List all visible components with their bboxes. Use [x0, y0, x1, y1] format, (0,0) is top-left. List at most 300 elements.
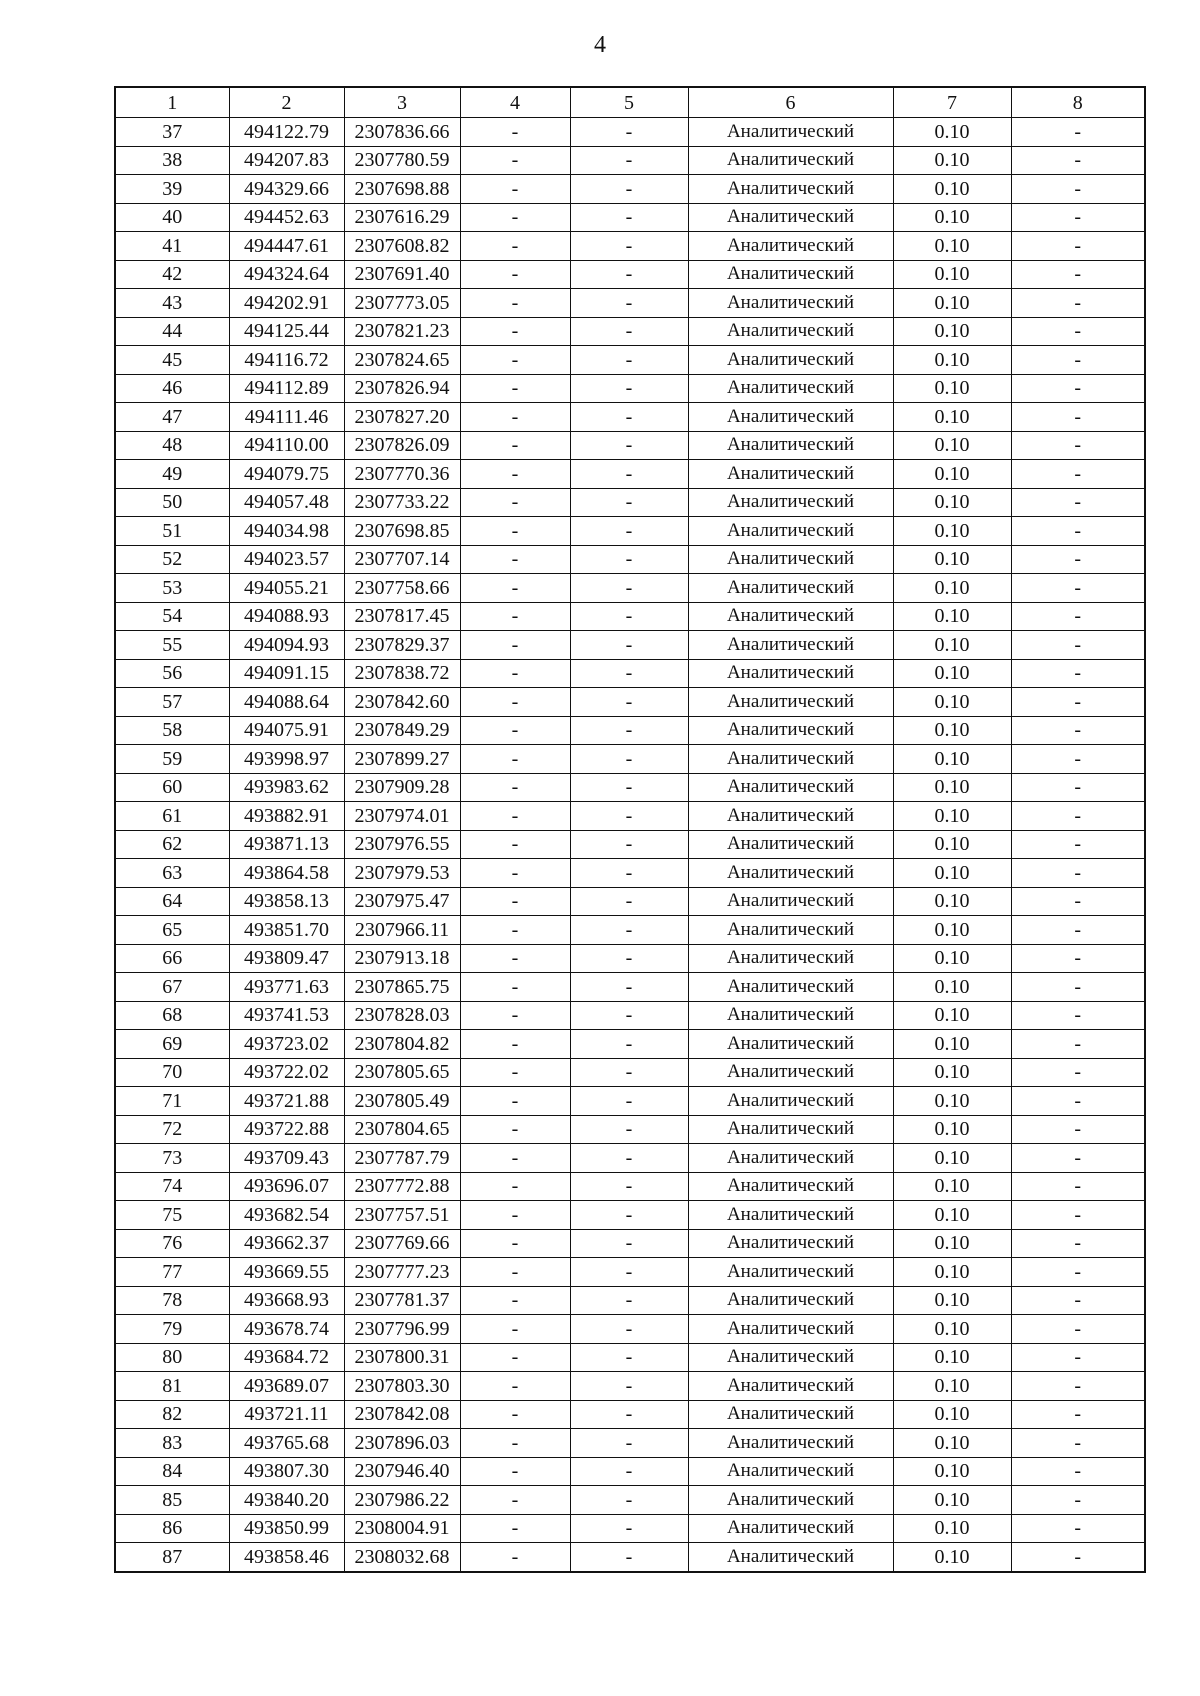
y-coordinate-cell: 2307707.14 — [344, 545, 460, 574]
column-4-cell: - — [460, 916, 570, 945]
y-coordinate-cell: 2308004.91 — [344, 1514, 460, 1543]
column-5-cell: - — [570, 1172, 688, 1201]
y-coordinate-cell: 2307975.47 — [344, 887, 460, 916]
point-number-cell: 66 — [115, 944, 229, 973]
column-4-cell: - — [460, 859, 570, 888]
column-5-cell: - — [570, 346, 688, 375]
column-5-cell: - — [570, 289, 688, 318]
column-5-cell: - — [570, 431, 688, 460]
method-cell: Аналитический — [688, 1115, 893, 1144]
accuracy-cell: 0.10 — [893, 1400, 1011, 1429]
column-5-cell: - — [570, 1372, 688, 1401]
method-cell: Аналитический — [688, 175, 893, 204]
table-row — [115, 460, 1145, 489]
point-number-cell: 45 — [115, 346, 229, 375]
column-4-cell: - — [460, 631, 570, 660]
table-row — [115, 745, 1145, 774]
column-4-cell: - — [460, 1030, 570, 1059]
point-number-cell: 62 — [115, 830, 229, 859]
column-5-cell: - — [570, 1229, 688, 1258]
y-coordinate-cell: 2307827.20 — [344, 403, 460, 432]
point-number-cell: 84 — [115, 1457, 229, 1486]
column-4-cell: - — [460, 973, 570, 1002]
method-cell: Аналитический — [688, 830, 893, 859]
y-coordinate-cell: 2308032.68 — [344, 1543, 460, 1572]
table-row — [115, 688, 1145, 717]
x-coordinate-cell: 494447.61 — [229, 232, 344, 261]
table-row — [115, 830, 1145, 859]
accuracy-cell: 0.10 — [893, 1144, 1011, 1173]
method-cell: Аналитический — [688, 916, 893, 945]
column-8-cell: - — [1011, 716, 1145, 745]
method-cell: Аналитический — [688, 1372, 893, 1401]
column-4-cell: - — [460, 545, 570, 574]
column-8-cell: - — [1011, 1001, 1145, 1030]
column-5-cell: - — [570, 887, 688, 916]
x-coordinate-cell: 494116.72 — [229, 346, 344, 375]
point-number-cell: 59 — [115, 745, 229, 774]
table-body — [115, 118, 1145, 1572]
accuracy-cell: 0.10 — [893, 488, 1011, 517]
accuracy-cell: 0.10 — [893, 1514, 1011, 1543]
accuracy-cell: 0.10 — [893, 1315, 1011, 1344]
x-coordinate-cell: 494094.93 — [229, 631, 344, 660]
y-coordinate-cell: 2307828.03 — [344, 1001, 460, 1030]
point-number-cell: 55 — [115, 631, 229, 660]
x-coordinate-cell: 494079.75 — [229, 460, 344, 489]
method-cell: Аналитический — [688, 802, 893, 831]
accuracy-cell: 0.10 — [893, 118, 1011, 147]
table-row — [115, 944, 1145, 973]
point-number-cell: 67 — [115, 973, 229, 1002]
column-8-cell: - — [1011, 118, 1145, 147]
column-4-cell: - — [460, 802, 570, 831]
table-row — [115, 1030, 1145, 1059]
column-5-cell: - — [570, 745, 688, 774]
x-coordinate-cell: 493998.97 — [229, 745, 344, 774]
y-coordinate-cell: 2307826.09 — [344, 431, 460, 460]
y-coordinate-cell: 2307946.40 — [344, 1457, 460, 1486]
table-row — [115, 488, 1145, 517]
table-row — [115, 659, 1145, 688]
column-4-cell: - — [460, 1286, 570, 1315]
y-coordinate-cell: 2307966.11 — [344, 916, 460, 945]
table-row — [115, 1172, 1145, 1201]
column-8-cell: - — [1011, 403, 1145, 432]
method-cell: Аналитический — [688, 1400, 893, 1429]
column-8-cell: - — [1011, 1457, 1145, 1486]
method-cell: Аналитический — [688, 973, 893, 1002]
table-row — [115, 317, 1145, 346]
column-5-cell: - — [570, 175, 688, 204]
point-number-cell: 68 — [115, 1001, 229, 1030]
point-number-cell: 78 — [115, 1286, 229, 1315]
point-number-cell: 38 — [115, 146, 229, 175]
column-8-cell: - — [1011, 574, 1145, 603]
column-4-cell: - — [460, 602, 570, 631]
method-cell: Аналитический — [688, 346, 893, 375]
accuracy-cell: 0.10 — [893, 289, 1011, 318]
y-coordinate-cell: 2307804.65 — [344, 1115, 460, 1144]
method-cell: Аналитический — [688, 1172, 893, 1201]
column-8-cell: - — [1011, 203, 1145, 232]
column-5-cell: - — [570, 118, 688, 147]
point-number-cell: 40 — [115, 203, 229, 232]
x-coordinate-cell: 493662.37 — [229, 1229, 344, 1258]
x-coordinate-cell: 493851.70 — [229, 916, 344, 945]
column-8-cell: - — [1011, 1258, 1145, 1287]
column-header: 7 — [893, 87, 1011, 118]
accuracy-cell: 0.10 — [893, 146, 1011, 175]
accuracy-cell: 0.10 — [893, 346, 1011, 375]
column-4-cell: - — [460, 1457, 570, 1486]
column-5-cell: - — [570, 574, 688, 603]
point-number-cell: 39 — [115, 175, 229, 204]
column-5-cell: - — [570, 1315, 688, 1344]
column-5-cell: - — [570, 232, 688, 261]
column-8-cell: - — [1011, 1400, 1145, 1429]
coordinates-table — [114, 86, 1146, 1573]
method-cell: Аналитический — [688, 289, 893, 318]
point-number-cell: 37 — [115, 118, 229, 147]
column-8-cell: - — [1011, 859, 1145, 888]
x-coordinate-cell: 493669.55 — [229, 1258, 344, 1287]
y-coordinate-cell: 2307817.45 — [344, 602, 460, 631]
y-coordinate-cell: 2307787.79 — [344, 1144, 460, 1173]
method-cell: Аналитический — [688, 260, 893, 289]
accuracy-cell: 0.10 — [893, 460, 1011, 489]
column-8-cell: - — [1011, 1115, 1145, 1144]
point-number-cell: 50 — [115, 488, 229, 517]
x-coordinate-cell: 493850.99 — [229, 1514, 344, 1543]
column-5-cell: - — [570, 659, 688, 688]
column-5-cell: - — [570, 916, 688, 945]
accuracy-cell: 0.10 — [893, 830, 1011, 859]
point-number-cell: 46 — [115, 374, 229, 403]
x-coordinate-cell: 493983.62 — [229, 773, 344, 802]
column-8-cell: - — [1011, 602, 1145, 631]
column-4-cell: - — [460, 175, 570, 204]
y-coordinate-cell: 2307608.82 — [344, 232, 460, 261]
x-coordinate-cell: 493696.07 — [229, 1172, 344, 1201]
method-cell: Аналитический — [688, 1343, 893, 1372]
table-row — [115, 403, 1145, 432]
accuracy-cell: 0.10 — [893, 859, 1011, 888]
table-row — [115, 802, 1145, 831]
accuracy-cell: 0.10 — [893, 688, 1011, 717]
method-cell: Аналитический — [688, 317, 893, 346]
column-8-cell: - — [1011, 374, 1145, 403]
y-coordinate-cell: 2307838.72 — [344, 659, 460, 688]
x-coordinate-cell: 493741.53 — [229, 1001, 344, 1030]
column-4-cell: - — [460, 887, 570, 916]
column-4-cell: - — [460, 944, 570, 973]
column-8-cell: - — [1011, 1087, 1145, 1116]
table-row — [115, 1258, 1145, 1287]
accuracy-cell: 0.10 — [893, 602, 1011, 631]
column-8-cell: - — [1011, 1315, 1145, 1344]
method-cell: Аналитический — [688, 602, 893, 631]
column-4-cell: - — [460, 1543, 570, 1572]
x-coordinate-cell: 493807.30 — [229, 1457, 344, 1486]
point-number-cell: 73 — [115, 1144, 229, 1173]
point-number-cell: 43 — [115, 289, 229, 318]
column-8-cell: - — [1011, 1343, 1145, 1372]
method-cell: Аналитический — [688, 488, 893, 517]
table-row — [115, 260, 1145, 289]
table-row — [115, 1058, 1145, 1087]
x-coordinate-cell: 493689.07 — [229, 1372, 344, 1401]
y-coordinate-cell: 2307913.18 — [344, 944, 460, 973]
x-coordinate-cell: 494057.48 — [229, 488, 344, 517]
table-row — [115, 887, 1145, 916]
column-5-cell: - — [570, 1115, 688, 1144]
x-coordinate-cell: 493765.68 — [229, 1429, 344, 1458]
column-4-cell: - — [460, 1343, 570, 1372]
y-coordinate-cell: 2307781.37 — [344, 1286, 460, 1315]
column-header: 8 — [1011, 87, 1145, 118]
x-coordinate-cell: 494055.21 — [229, 574, 344, 603]
table-row — [115, 973, 1145, 1002]
column-4-cell: - — [460, 745, 570, 774]
accuracy-cell: 0.10 — [893, 716, 1011, 745]
page-number: 4 — [594, 32, 606, 58]
column-5-cell: - — [570, 1058, 688, 1087]
method-cell: Аналитический — [688, 460, 893, 489]
method-cell: Аналитический — [688, 1030, 893, 1059]
method-cell: Аналитический — [688, 1543, 893, 1572]
point-number-cell: 64 — [115, 887, 229, 916]
table-row — [115, 1514, 1145, 1543]
x-coordinate-cell: 494075.91 — [229, 716, 344, 745]
column-5-cell: - — [570, 1030, 688, 1059]
method-cell: Аналитический — [688, 944, 893, 973]
method-cell: Аналитический — [688, 146, 893, 175]
table-row — [115, 1457, 1145, 1486]
method-cell: Аналитический — [688, 431, 893, 460]
x-coordinate-cell: 493871.13 — [229, 830, 344, 859]
point-number-cell: 81 — [115, 1372, 229, 1401]
column-header: 3 — [344, 87, 460, 118]
accuracy-cell: 0.10 — [893, 1258, 1011, 1287]
column-4-cell: - — [460, 688, 570, 717]
point-number-cell: 79 — [115, 1315, 229, 1344]
column-8-cell: - — [1011, 545, 1145, 574]
column-8-cell: - — [1011, 1030, 1145, 1059]
column-5-cell: - — [570, 1001, 688, 1030]
x-coordinate-cell: 494452.63 — [229, 203, 344, 232]
table-row — [115, 1144, 1145, 1173]
column-5-cell: - — [570, 631, 688, 660]
column-4-cell: - — [460, 346, 570, 375]
y-coordinate-cell: 2307780.59 — [344, 146, 460, 175]
column-4-cell: - — [460, 574, 570, 603]
accuracy-cell: 0.10 — [893, 403, 1011, 432]
accuracy-cell: 0.10 — [893, 745, 1011, 774]
accuracy-cell: 0.10 — [893, 1457, 1011, 1486]
accuracy-cell: 0.10 — [893, 545, 1011, 574]
y-coordinate-cell: 2307758.66 — [344, 574, 460, 603]
column-4-cell: - — [460, 659, 570, 688]
accuracy-cell: 0.10 — [893, 1201, 1011, 1230]
y-coordinate-cell: 2307899.27 — [344, 745, 460, 774]
column-5-cell: - — [570, 1201, 688, 1230]
table-row — [115, 773, 1145, 802]
table-row — [115, 374, 1145, 403]
accuracy-cell: 0.10 — [893, 1030, 1011, 1059]
y-coordinate-cell: 2307772.88 — [344, 1172, 460, 1201]
method-cell: Аналитический — [688, 688, 893, 717]
x-coordinate-cell: 493678.74 — [229, 1315, 344, 1344]
column-5-cell: - — [570, 1343, 688, 1372]
y-coordinate-cell: 2307698.85 — [344, 517, 460, 546]
accuracy-cell: 0.10 — [893, 1429, 1011, 1458]
accuracy-cell: 0.10 — [893, 916, 1011, 945]
column-5-cell: - — [570, 260, 688, 289]
column-5-cell: - — [570, 1457, 688, 1486]
x-coordinate-cell: 493858.13 — [229, 887, 344, 916]
column-4-cell: - — [460, 1315, 570, 1344]
column-8-cell: - — [1011, 317, 1145, 346]
table-row — [115, 916, 1145, 945]
method-cell: Аналитический — [688, 232, 893, 261]
point-number-cell: 87 — [115, 1543, 229, 1572]
x-coordinate-cell: 494088.64 — [229, 688, 344, 717]
y-coordinate-cell: 2307691.40 — [344, 260, 460, 289]
column-8-cell: - — [1011, 260, 1145, 289]
column-5-cell: - — [570, 716, 688, 745]
point-number-cell: 44 — [115, 317, 229, 346]
column-5-cell: - — [570, 403, 688, 432]
y-coordinate-cell: 2307865.75 — [344, 973, 460, 1002]
x-coordinate-cell: 494207.83 — [229, 146, 344, 175]
x-coordinate-cell: 493723.02 — [229, 1030, 344, 1059]
column-4-cell: - — [460, 403, 570, 432]
accuracy-cell: 0.10 — [893, 1343, 1011, 1372]
table-row — [115, 1286, 1145, 1315]
y-coordinate-cell: 2307896.03 — [344, 1429, 460, 1458]
point-number-cell: 70 — [115, 1058, 229, 1087]
x-coordinate-cell: 493721.11 — [229, 1400, 344, 1429]
accuracy-cell: 0.10 — [893, 802, 1011, 831]
method-cell: Аналитический — [688, 631, 893, 660]
accuracy-cell: 0.10 — [893, 973, 1011, 1002]
accuracy-cell: 0.10 — [893, 574, 1011, 603]
x-coordinate-cell: 494088.93 — [229, 602, 344, 631]
column-8-cell: - — [1011, 973, 1145, 1002]
column-8-cell: - — [1011, 631, 1145, 660]
table-row — [115, 545, 1145, 574]
method-cell: Аналитический — [688, 203, 893, 232]
column-4-cell: - — [460, 317, 570, 346]
x-coordinate-cell: 493721.88 — [229, 1087, 344, 1116]
table-row — [115, 859, 1145, 888]
point-number-cell: 69 — [115, 1030, 229, 1059]
column-4-cell: - — [460, 146, 570, 175]
column-8-cell: - — [1011, 659, 1145, 688]
accuracy-cell: 0.10 — [893, 1058, 1011, 1087]
table-row — [115, 716, 1145, 745]
x-coordinate-cell: 494112.89 — [229, 374, 344, 403]
y-coordinate-cell: 2307829.37 — [344, 631, 460, 660]
column-4-cell: - — [460, 232, 570, 261]
x-coordinate-cell: 493858.46 — [229, 1543, 344, 1572]
y-coordinate-cell: 2307777.23 — [344, 1258, 460, 1287]
column-4-cell: - — [460, 488, 570, 517]
x-coordinate-cell: 493722.88 — [229, 1115, 344, 1144]
column-4-cell: - — [460, 289, 570, 318]
accuracy-cell: 0.10 — [893, 944, 1011, 973]
point-number-cell: 74 — [115, 1172, 229, 1201]
column-4-cell: - — [460, 1144, 570, 1173]
y-coordinate-cell: 2307805.65 — [344, 1058, 460, 1087]
column-5-cell: - — [570, 1514, 688, 1543]
method-cell: Аналитический — [688, 1258, 893, 1287]
point-number-cell: 75 — [115, 1201, 229, 1230]
column-8-cell: - — [1011, 175, 1145, 204]
accuracy-cell: 0.10 — [893, 1543, 1011, 1572]
point-number-cell: 57 — [115, 688, 229, 717]
x-coordinate-cell: 494324.64 — [229, 260, 344, 289]
table-row — [115, 631, 1145, 660]
column-4-cell: - — [460, 1201, 570, 1230]
y-coordinate-cell: 2307733.22 — [344, 488, 460, 517]
table-row — [115, 232, 1145, 261]
point-number-cell: 63 — [115, 859, 229, 888]
x-coordinate-cell: 493722.02 — [229, 1058, 344, 1087]
column-5-cell: - — [570, 146, 688, 175]
column-4-cell: - — [460, 1087, 570, 1116]
x-coordinate-cell: 493682.54 — [229, 1201, 344, 1230]
method-cell: Аналитический — [688, 1486, 893, 1515]
table-row — [115, 175, 1145, 204]
method-cell: Аналитический — [688, 659, 893, 688]
column-4-cell: - — [460, 260, 570, 289]
point-number-cell: 56 — [115, 659, 229, 688]
method-cell: Аналитический — [688, 574, 893, 603]
y-coordinate-cell: 2307757.51 — [344, 1201, 460, 1230]
method-cell: Аналитический — [688, 403, 893, 432]
point-number-cell: 52 — [115, 545, 229, 574]
x-coordinate-cell: 493709.43 — [229, 1144, 344, 1173]
point-number-cell: 54 — [115, 602, 229, 631]
column-5-cell: - — [570, 1087, 688, 1116]
column-4-cell: - — [460, 1429, 570, 1458]
table-row — [115, 1001, 1145, 1030]
column-8-cell: - — [1011, 1229, 1145, 1258]
column-5-cell: - — [570, 773, 688, 802]
table-row — [115, 1315, 1145, 1344]
x-coordinate-cell: 493771.63 — [229, 973, 344, 1002]
accuracy-cell: 0.10 — [893, 517, 1011, 546]
y-coordinate-cell: 2307773.05 — [344, 289, 460, 318]
column-4-cell: - — [460, 1486, 570, 1515]
x-coordinate-cell: 493809.47 — [229, 944, 344, 973]
accuracy-cell: 0.10 — [893, 1001, 1011, 1030]
y-coordinate-cell: 2307821.23 — [344, 317, 460, 346]
table-row — [115, 1486, 1145, 1515]
column-8-cell: - — [1011, 146, 1145, 175]
table-row — [115, 1372, 1145, 1401]
x-coordinate-cell: 494110.00 — [229, 431, 344, 460]
column-8-cell: - — [1011, 745, 1145, 774]
y-coordinate-cell: 2307770.36 — [344, 460, 460, 489]
method-cell: Аналитический — [688, 1144, 893, 1173]
x-coordinate-cell: 493882.91 — [229, 802, 344, 831]
y-coordinate-cell: 2307979.53 — [344, 859, 460, 888]
method-cell: Аналитический — [688, 859, 893, 888]
accuracy-cell: 0.10 — [893, 374, 1011, 403]
